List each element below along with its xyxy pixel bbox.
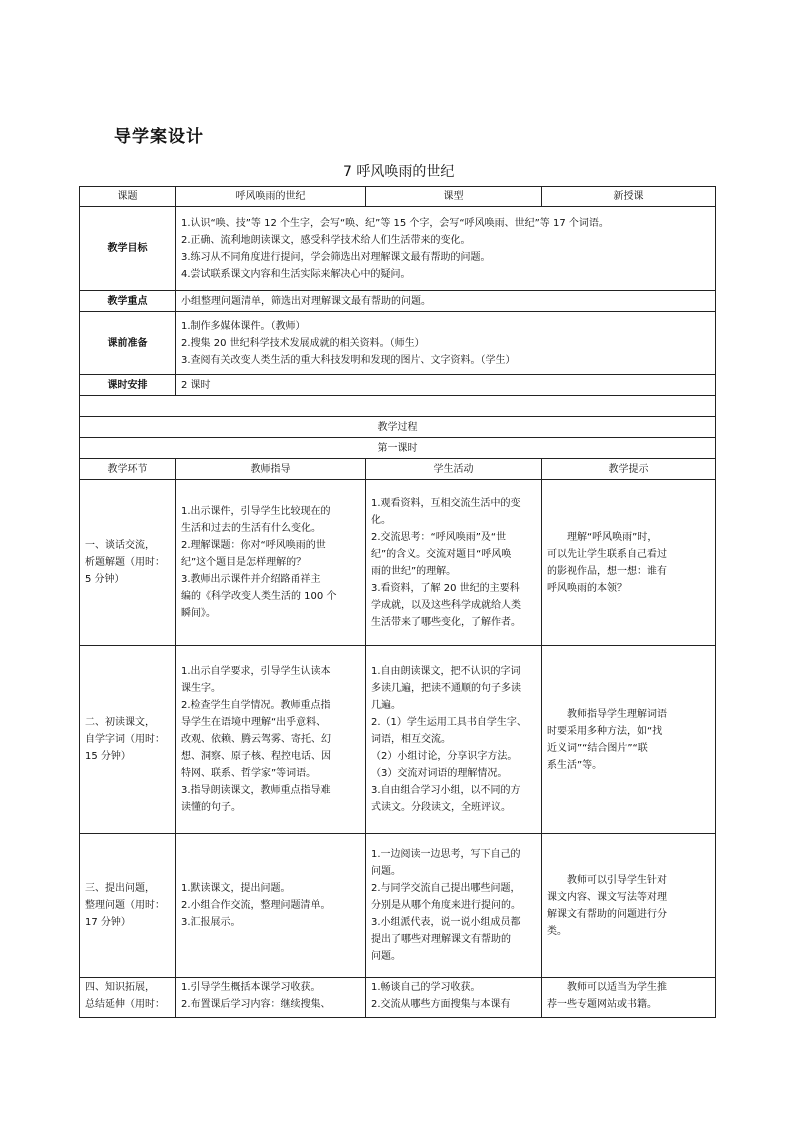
teacher-line: 改观、依赖、腾云驾雾、寄托、幻 xyxy=(181,734,331,745)
student-line: 多读几遍，把读不通顺的句子多读 xyxy=(371,683,521,694)
prep-label: 课前准备 xyxy=(80,312,176,375)
tip-line: 理解“呼风唤雨”时， xyxy=(567,531,658,543)
student-line: 分别是从哪个角度来进行提问的。 xyxy=(371,900,521,911)
tip-line: 呼风唤雨的本领？ xyxy=(547,582,627,594)
phase-line: 5 分钟） xyxy=(85,574,125,585)
teacher-line: 3.汇报展示。 xyxy=(181,917,241,928)
teacher-line: 课生字。 xyxy=(181,683,221,694)
phase-cell xyxy=(80,646,176,834)
tip-line: 时要采用多种方法，如“找 xyxy=(547,725,663,737)
student-cell xyxy=(366,978,542,1018)
spacer-cell xyxy=(80,396,716,417)
teacher-line: 想、洞察、原子核、程控电话、因 xyxy=(181,751,331,762)
phase-cell xyxy=(80,834,176,978)
focus-label: 教学重点 xyxy=(80,291,176,312)
lesson-plan-table xyxy=(79,186,716,1018)
student-line: 3.小组派代表，说一说小组成员都 xyxy=(371,917,521,928)
goal-item: 4.尝试联系课文内容和生活实际来解决心中的疑问。 xyxy=(181,268,411,280)
student-cell xyxy=(366,480,542,646)
teacher-line: 编的《科学改变人类生活的 100 个 xyxy=(181,591,337,602)
document-heading: 导学案设计 xyxy=(114,127,204,147)
tip-line: 课文内容、课文写法等对理 xyxy=(547,891,667,903)
teacher-line: 3.指导朗读课文，教师重点指导难 xyxy=(181,785,331,796)
goals-row xyxy=(80,207,716,291)
student-line: 词语，相互交流。 xyxy=(371,734,451,745)
student-line: 问题。 xyxy=(371,951,401,962)
teacher-line: 生活和过去的生活有什么变化。 xyxy=(181,523,321,534)
hours-row xyxy=(80,375,716,396)
column-header: 教学提示 xyxy=(542,459,716,480)
focus-value: 小组整理问题清单，筛选出对理解课文最有帮助的问题。 xyxy=(176,291,716,312)
student-line: 1.观看资料，互相交流生活中的变 xyxy=(371,497,521,509)
goals-cell xyxy=(176,207,716,291)
teacher-cell xyxy=(176,978,366,1018)
student-line: 3.看资料，了解 20 世纪的主要科 xyxy=(371,582,520,594)
student-line: 问题。 xyxy=(371,866,401,877)
column-header-row xyxy=(80,459,716,480)
student-line: （2）小组讨论，分享识字方法。 xyxy=(371,751,518,762)
teacher-cell xyxy=(176,480,366,646)
teacher-line: 1.引导学生概括本课学习收获。 xyxy=(181,982,321,993)
tip-line: 的影视作品，想一想：谁有 xyxy=(547,565,667,577)
phase-line: 析题解题（用时： xyxy=(85,557,165,568)
student-line: 1.一边阅读一边思考，写下自己的 xyxy=(371,849,521,860)
teacher-line: 1.默读课文，提出问题。 xyxy=(181,883,291,894)
column-header: 教学环节 xyxy=(80,459,176,480)
student-line: 雨的世纪”的理解。 xyxy=(371,565,457,577)
student-cell xyxy=(366,646,542,834)
teacher-line: 读懂的句子。 xyxy=(181,802,241,813)
prep-cell xyxy=(176,312,716,375)
lesson-title: 7 呼风唤雨的世纪 xyxy=(343,164,455,180)
phase-cell xyxy=(80,480,176,646)
student-line: 2.（1）学生运用工具书自学生字、 xyxy=(371,717,527,728)
goal-item: 1.认识“唤、技”等 12 个生字，会写“唤、纪”等 15 个字，会写“呼风唤雨、世纪”等 17 个词语。 xyxy=(181,217,609,229)
tip-line: 系生活”等。 xyxy=(547,759,603,771)
student-line: 生活带来了哪些变化，了解作者。 xyxy=(371,616,521,628)
prep-item: 2.搜集 20 世纪科学技术发展成就的相关资料。（师生） xyxy=(181,337,425,349)
process-row xyxy=(80,417,716,438)
phase-line: 一、谈话交流， xyxy=(85,540,155,551)
tip-line: 教师可以适当为学生推 xyxy=(567,982,667,993)
student-line: 3.自由组合学习小组，以不同的方 xyxy=(371,785,521,796)
tip-cell xyxy=(542,480,716,646)
tip-cell xyxy=(542,978,716,1018)
hours-value: 2 课时 xyxy=(176,375,716,396)
goals-label: 教学目标 xyxy=(80,207,176,291)
phase-line: 15 分钟） xyxy=(85,751,131,762)
student-line: 几遍。 xyxy=(371,700,401,711)
topic-label: 课题 xyxy=(80,187,176,207)
type-value: 新授课 xyxy=(542,187,716,207)
student-line: 化。 xyxy=(371,514,391,526)
teacher-cell xyxy=(176,646,366,834)
student-cell xyxy=(366,834,542,978)
student-line: 2.交流思考：“呼风唤雨”及“世 xyxy=(371,531,507,543)
column-header: 教师指导 xyxy=(176,459,366,480)
student-line: 式读文。分段读文，全班评议。 xyxy=(371,802,511,813)
phase-line: 17 分钟） xyxy=(85,917,131,928)
goal-item: 3.练习从不同角度进行提问，学会筛选出对理解课文最有帮助的问题。 xyxy=(181,251,491,263)
prep-row xyxy=(80,312,716,375)
teacher-cell xyxy=(176,834,366,978)
table-row xyxy=(80,834,716,978)
phase-line: 二、初读课文， xyxy=(85,717,155,728)
table-row xyxy=(80,480,716,646)
column-header: 学生活动 xyxy=(366,459,542,480)
tip-cell xyxy=(542,834,716,978)
tip-line: 教师可以引导学生针对 xyxy=(567,874,667,886)
teacher-line: 2.布置课后学习内容：继续搜集、 xyxy=(181,999,331,1010)
teacher-line: 2.检查学生自学情况。教师重点指 xyxy=(181,700,331,711)
student-line: 1.自由朗读课文，把不认识的字词 xyxy=(371,666,521,677)
teacher-line: 特网、联系、哲学家”等词语。 xyxy=(181,768,317,779)
teacher-line: 3.教师出示课件并介绍路甬祥主 xyxy=(181,574,321,585)
topic-row xyxy=(80,187,716,207)
phase-line: 四、知识拓展， xyxy=(85,982,155,993)
tip-line: 类。 xyxy=(547,925,567,937)
table-row xyxy=(80,646,716,834)
student-line: 纪”的含义。交流对题目“呼风唤 xyxy=(371,548,512,560)
tip-line: 教师指导学生理解词语 xyxy=(567,708,667,720)
teacher-line: 纪”这个题目是怎样理解的？ xyxy=(181,557,307,568)
topic-value: 呼风唤雨的世纪 xyxy=(176,187,366,207)
spacer-row xyxy=(80,396,716,417)
prep-item: 1.制作多媒体课件。（教师） xyxy=(181,320,306,332)
phase-cell xyxy=(80,978,176,1018)
tip-cell xyxy=(542,646,716,834)
teacher-line: 瞬间》。 xyxy=(181,608,216,619)
tip-line: 解课文有帮助的问题进行分 xyxy=(547,908,667,920)
student-line: 1.畅谈自己的学习收获。 xyxy=(371,982,481,993)
teacher-line: 2.小组合作交流，整理问题清单。 xyxy=(181,900,331,911)
goal-item: 2.正确、流利地朗读课文，感受科学技术给人们生活带来的变化。 xyxy=(181,234,471,246)
student-line: 学成就，以及这些科学成就给人类 xyxy=(371,599,521,611)
tip-line: 荐一些专题网站或书籍。 xyxy=(547,999,657,1010)
phase-line: 总结延伸（用时： xyxy=(85,999,165,1010)
focus-row xyxy=(80,291,716,312)
teacher-line: 2.理解课题：你对“呼风唤雨的世 xyxy=(181,540,326,551)
student-line: 2.交流从哪些方面搜集与本课有 xyxy=(371,999,511,1010)
period-title: 第一课时 xyxy=(80,438,716,459)
tip-line: 可以先让学生联系自己看过 xyxy=(547,548,667,560)
student-line: 提出了哪些对理解课文有帮助的 xyxy=(371,934,511,945)
teacher-line: 1.出示自学要求，引导学生认读本 xyxy=(181,666,331,677)
hours-label: 课时安排 xyxy=(80,375,176,396)
prep-item: 3.查阅有关改变人类生活的重大科技发明和发现的图片、文字资料。（学生） xyxy=(181,354,516,366)
teacher-line: 导学生在语境中理解“出乎意料、 xyxy=(181,717,327,728)
phase-line: 自学字词（用时： xyxy=(85,734,165,745)
tip-line: 近义词”“结合图片”“联 xyxy=(547,742,648,754)
student-line: （3）交流对词语的理解情况。 xyxy=(371,768,508,779)
type-label: 课型 xyxy=(366,187,542,207)
phase-line: 整理问题（用时： xyxy=(85,900,165,911)
phase-line: 三、提出问题， xyxy=(85,883,155,894)
student-line: 2.与同学交流自己提出哪些问题， xyxy=(371,883,521,894)
period-row xyxy=(80,438,716,459)
teacher-line: 1.出示课件，引导学生比较现在的 xyxy=(181,506,331,517)
table-row xyxy=(80,978,716,1018)
process-title: 教学过程 xyxy=(80,417,716,438)
